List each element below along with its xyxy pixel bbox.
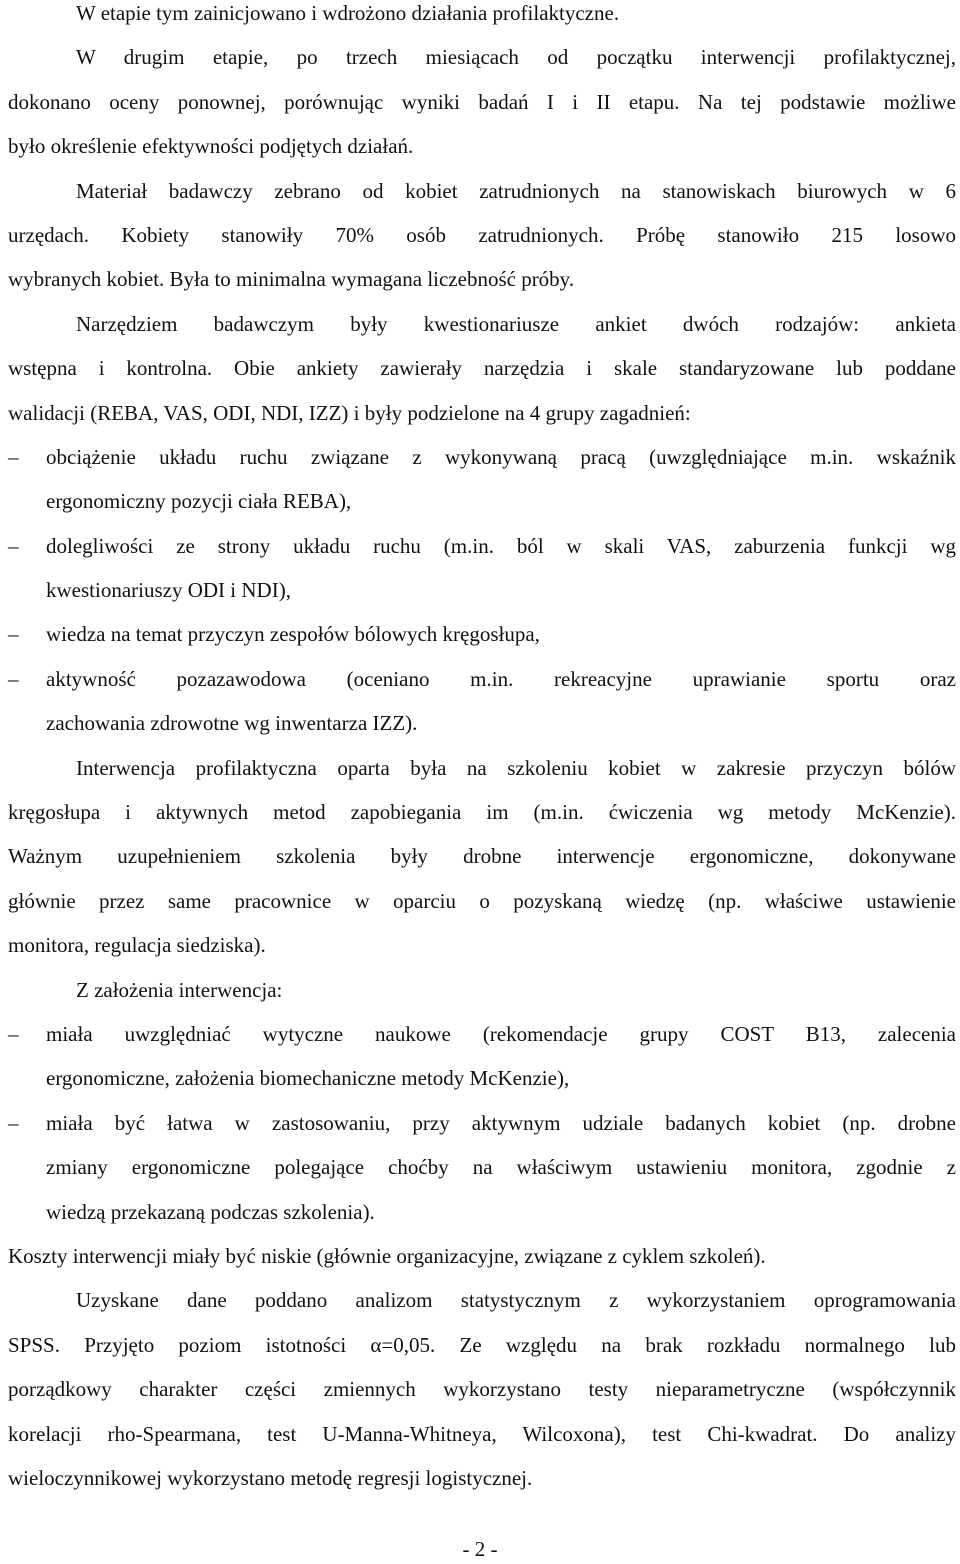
list-item-text: wiedza na temat przyczyn zespołów bólowych kręgosłupa, (46, 622, 540, 647)
list-item (8, 524, 956, 568)
text-line: głównie przez same pracownice w oparciu o pozyskaną wiedzę (np. właściwe ustawienie (8, 888, 956, 913)
list-item (8, 657, 956, 701)
page-number: - 2 - (462, 1537, 498, 1561)
list-item (8, 435, 956, 479)
list-item-text: obciążenie układu ruchu związane z wykonywaną pracą (uwzględniające m.in. wskaźnik (46, 444, 956, 469)
text-line: kwestionariuszy ODI i NDI), (46, 578, 291, 603)
list-item-text: miała być łatwa w zastosowaniu, przy aktywnym udziale badanych kobiet (np. drobne (46, 1110, 956, 1135)
text-line: Z założenia interwencja: (76, 977, 283, 1002)
list-item (8, 1101, 956, 1145)
text-line: Narzędziem badawczym były kwestionariusze ankiet dwóch rodzajów: ankieta (76, 311, 956, 336)
bullet-dash: – (8, 1110, 19, 1135)
list-item-text: miała uwzględniać wytyczne naukowe (rekomendacje grupy COST B13, zalecenia (46, 1021, 956, 1046)
list-item-text: dolegliwości ze strony układu ruchu (m.in. ból w skali VAS, zaburzenia funkcji wg (46, 533, 956, 558)
text-line: monitora, regulacja siedziska). (8, 933, 266, 958)
bullet-dash: – (8, 533, 19, 558)
text-line: wieloczynnikowej wykorzystano metodę regresji logistycznej. (8, 1465, 533, 1490)
text-line: Materiał badawczy zebrano od kobiet zatrudnionych na stanowiskach biurowych w 6 (76, 178, 956, 203)
text-line: Koszty interwencji miały być niskie (głównie organizacyjne, związane z cyklem szkoleń). (8, 1243, 766, 1268)
text-line: walidacji (REBA, VAS, ODI, NDI, IZZ) i były podzielone na 4 grupy zagadnień: (8, 400, 691, 425)
text-line: wybranych kobiet. Była to minimalna wymagana liczebność próby. (8, 267, 575, 292)
text-line: wstępna i kontrolna. Obie ankiety zawierały narzędzia i skale standaryzowane lub poddane (8, 356, 956, 381)
text-line: zmiany ergonomiczne polegające choćby na właściwym ustawieniu monitora, zgodnie z (46, 1155, 956, 1180)
text-line: ergonomiczny pozycji ciała REBA), (46, 489, 352, 514)
text-line: było określenie efektywności podjętych działań. (8, 134, 414, 159)
document-body (8, 0, 956, 1500)
text-line: dokonano oceny ponownej, porównując wyniki badań I i II etapu. Na tej podstawie możliwe (8, 89, 956, 114)
text-line: zachowania zdrowotne wg inwentarza IZZ). (46, 711, 418, 736)
bullet-dash: – (8, 1021, 19, 1046)
text-line: wiedzą przekazaną podczas szkolenia). (46, 1199, 375, 1224)
text-line: urzędach. Kobiety stanowiły 70% osób zatrudnionych. Próbę stanowiło 215 losowo (8, 222, 956, 247)
text-line: SPSS. Przyjęto poziom istotności α=0,05. Ze względu na brak rozkładu normalnego lub (8, 1332, 956, 1357)
text-line: kręgosłupa i aktywnych metod zapobiegania im (m.in. ćwiczenia wg metody McKenzie). (8, 800, 956, 825)
text-line: W drugim etapie, po trzech miesiącach od początku interwencji profilaktycznej, (76, 45, 956, 70)
bullet-dash: – (8, 666, 19, 691)
text-line: porządkowy charakter części zmiennych wykorzystano testy nieparametryczne (współczynnik (8, 1377, 956, 1402)
bullet-dash: – (8, 622, 19, 647)
text-line: W etapie tym zainicjowano i wdrożono działania profilaktyczne. (76, 1, 620, 25)
text-line: ergonomiczne, założenia biomechaniczne metody McKenzie), (46, 1066, 570, 1091)
list-item (8, 612, 956, 656)
list-item (8, 1012, 956, 1056)
text-line: korelacji rho-Spearmana, test U-Manna-Whitneya, Wilcoxona), test Chi-kwadrat. Do analizy (8, 1421, 956, 1446)
bullet-dash: – (8, 444, 19, 469)
text-line: Ważnym uzupełnieniem szkolenia były drobne interwencje ergonomiczne, dokonywane (8, 844, 956, 869)
list-item-text: aktywność pozazawodowa (oceniano m.in. rekreacyjne uprawianie sportu oraz (46, 666, 956, 691)
text-line: Interwencja profilaktyczna oparta była na szkoleniu kobiet w zakresie przyczyn bólów (76, 755, 956, 780)
text-line: Uzyskane dane poddano analizom statystycznym z wykorzystaniem oprogramowania (76, 1288, 956, 1313)
